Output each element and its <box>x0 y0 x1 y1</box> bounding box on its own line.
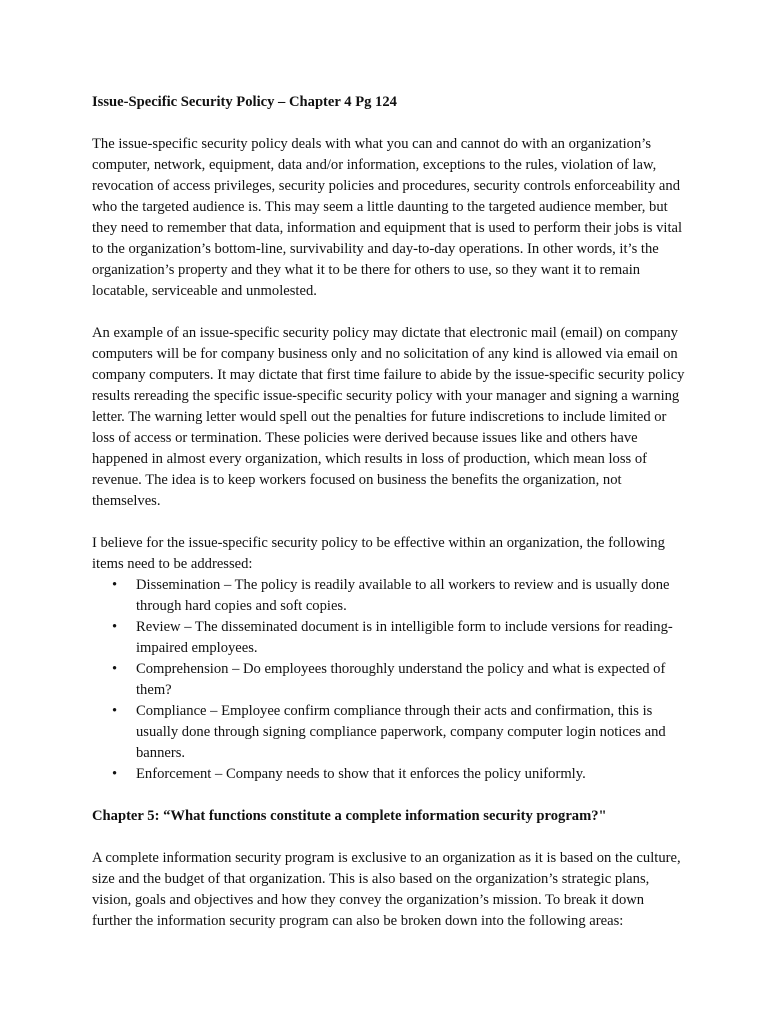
list-item <box>92 659 686 701</box>
bullet-marker: • <box>112 703 118 719</box>
paragraph-effectiveness-intro: I believe for the issue-specific security policy to be effective within an organization, the following items need to be addressed: <box>92 535 665 572</box>
bullet-marker: • <box>112 619 118 635</box>
list-item-text-review: Review – The disseminated document is in intelligible form to include versions for reading-impaired employees. <box>136 619 673 656</box>
paragraph-policy-definition: The issue-specific security policy deals with what you can and cannot do with an organization’s computer, network, equipment, data and/or information, exceptions to the rules, violation of law, revocation of access privileges, security policies and procedures, security controls enforceability and who the targeted audience is. This may seem a little daunting to the targeted audience member, but they need to remember that data, information and equipment that is used to perform their jobs is vital to the organization’s bottom-line, survivability and day-to-day operations. In other words, it’s the organization’s property and they what it to be there for others to use, so they want it to remain locatable, serviceable and unmolested. <box>92 136 683 299</box>
list-item-text-dissemination: Dissemination – The policy is readily available to all workers to review and is usually done through hard copies and soft copies. <box>136 577 670 614</box>
list-item-text-comprehension: Comprehension – Do employees thoroughly understand the policy and what is expected of them? <box>136 661 666 698</box>
list-item <box>92 575 686 617</box>
bullet-list-policy-items <box>92 575 686 785</box>
paragraph-security-program: A complete information security program is exclusive to an organization as it is based on the culture, size and the budget of that organization. This is also based on the organization’s strategic plans, vision, goals and objectives and how they convey the organization’s mission. To break it down further the information security program can also be broken down into the following areas: <box>92 850 681 929</box>
list-item <box>92 764 686 785</box>
bullet-marker: • <box>112 577 118 593</box>
bullet-marker: • <box>112 766 118 782</box>
bullet-marker: • <box>112 661 118 677</box>
list-item-text-compliance: Compliance – Employee confirm compliance through their acts and confirmation, this is usually done through signing compliance paperwork, company computer login notices and banners. <box>136 703 666 761</box>
paragraph-email-example: An example of an issue-specific security policy may dictate that electronic mail (email) on company computers will be for company business only and no solicitation of any kind is allowed via email on company computers. It may dictate that first time failure to abide by the issue-specific security policy results rereading the specific issue-specific security policy with your manager and signing a warning letter. The warning letter would spell out the penalties for future indiscretions to include limited or loss of access or termination. These policies were derived because issues like and others have happened in almost every organization, which results in loss of production, which mean loss of revenue. The idea is to keep workers focused on business the benefits the organization, not themselves. <box>92 325 685 509</box>
list-item <box>92 617 686 659</box>
list-item <box>92 701 686 764</box>
section-heading-chapter-5: Chapter 5: “What functions constitute a complete information security program?" <box>92 808 607 824</box>
section-heading-issue-specific-policy: Issue-Specific Security Policy – Chapter 4 Pg 124 <box>92 94 397 110</box>
list-item-text-enforcement: Enforcement – Company needs to show that it enforces the policy uniformly. <box>136 766 586 782</box>
document-content <box>92 92 686 932</box>
